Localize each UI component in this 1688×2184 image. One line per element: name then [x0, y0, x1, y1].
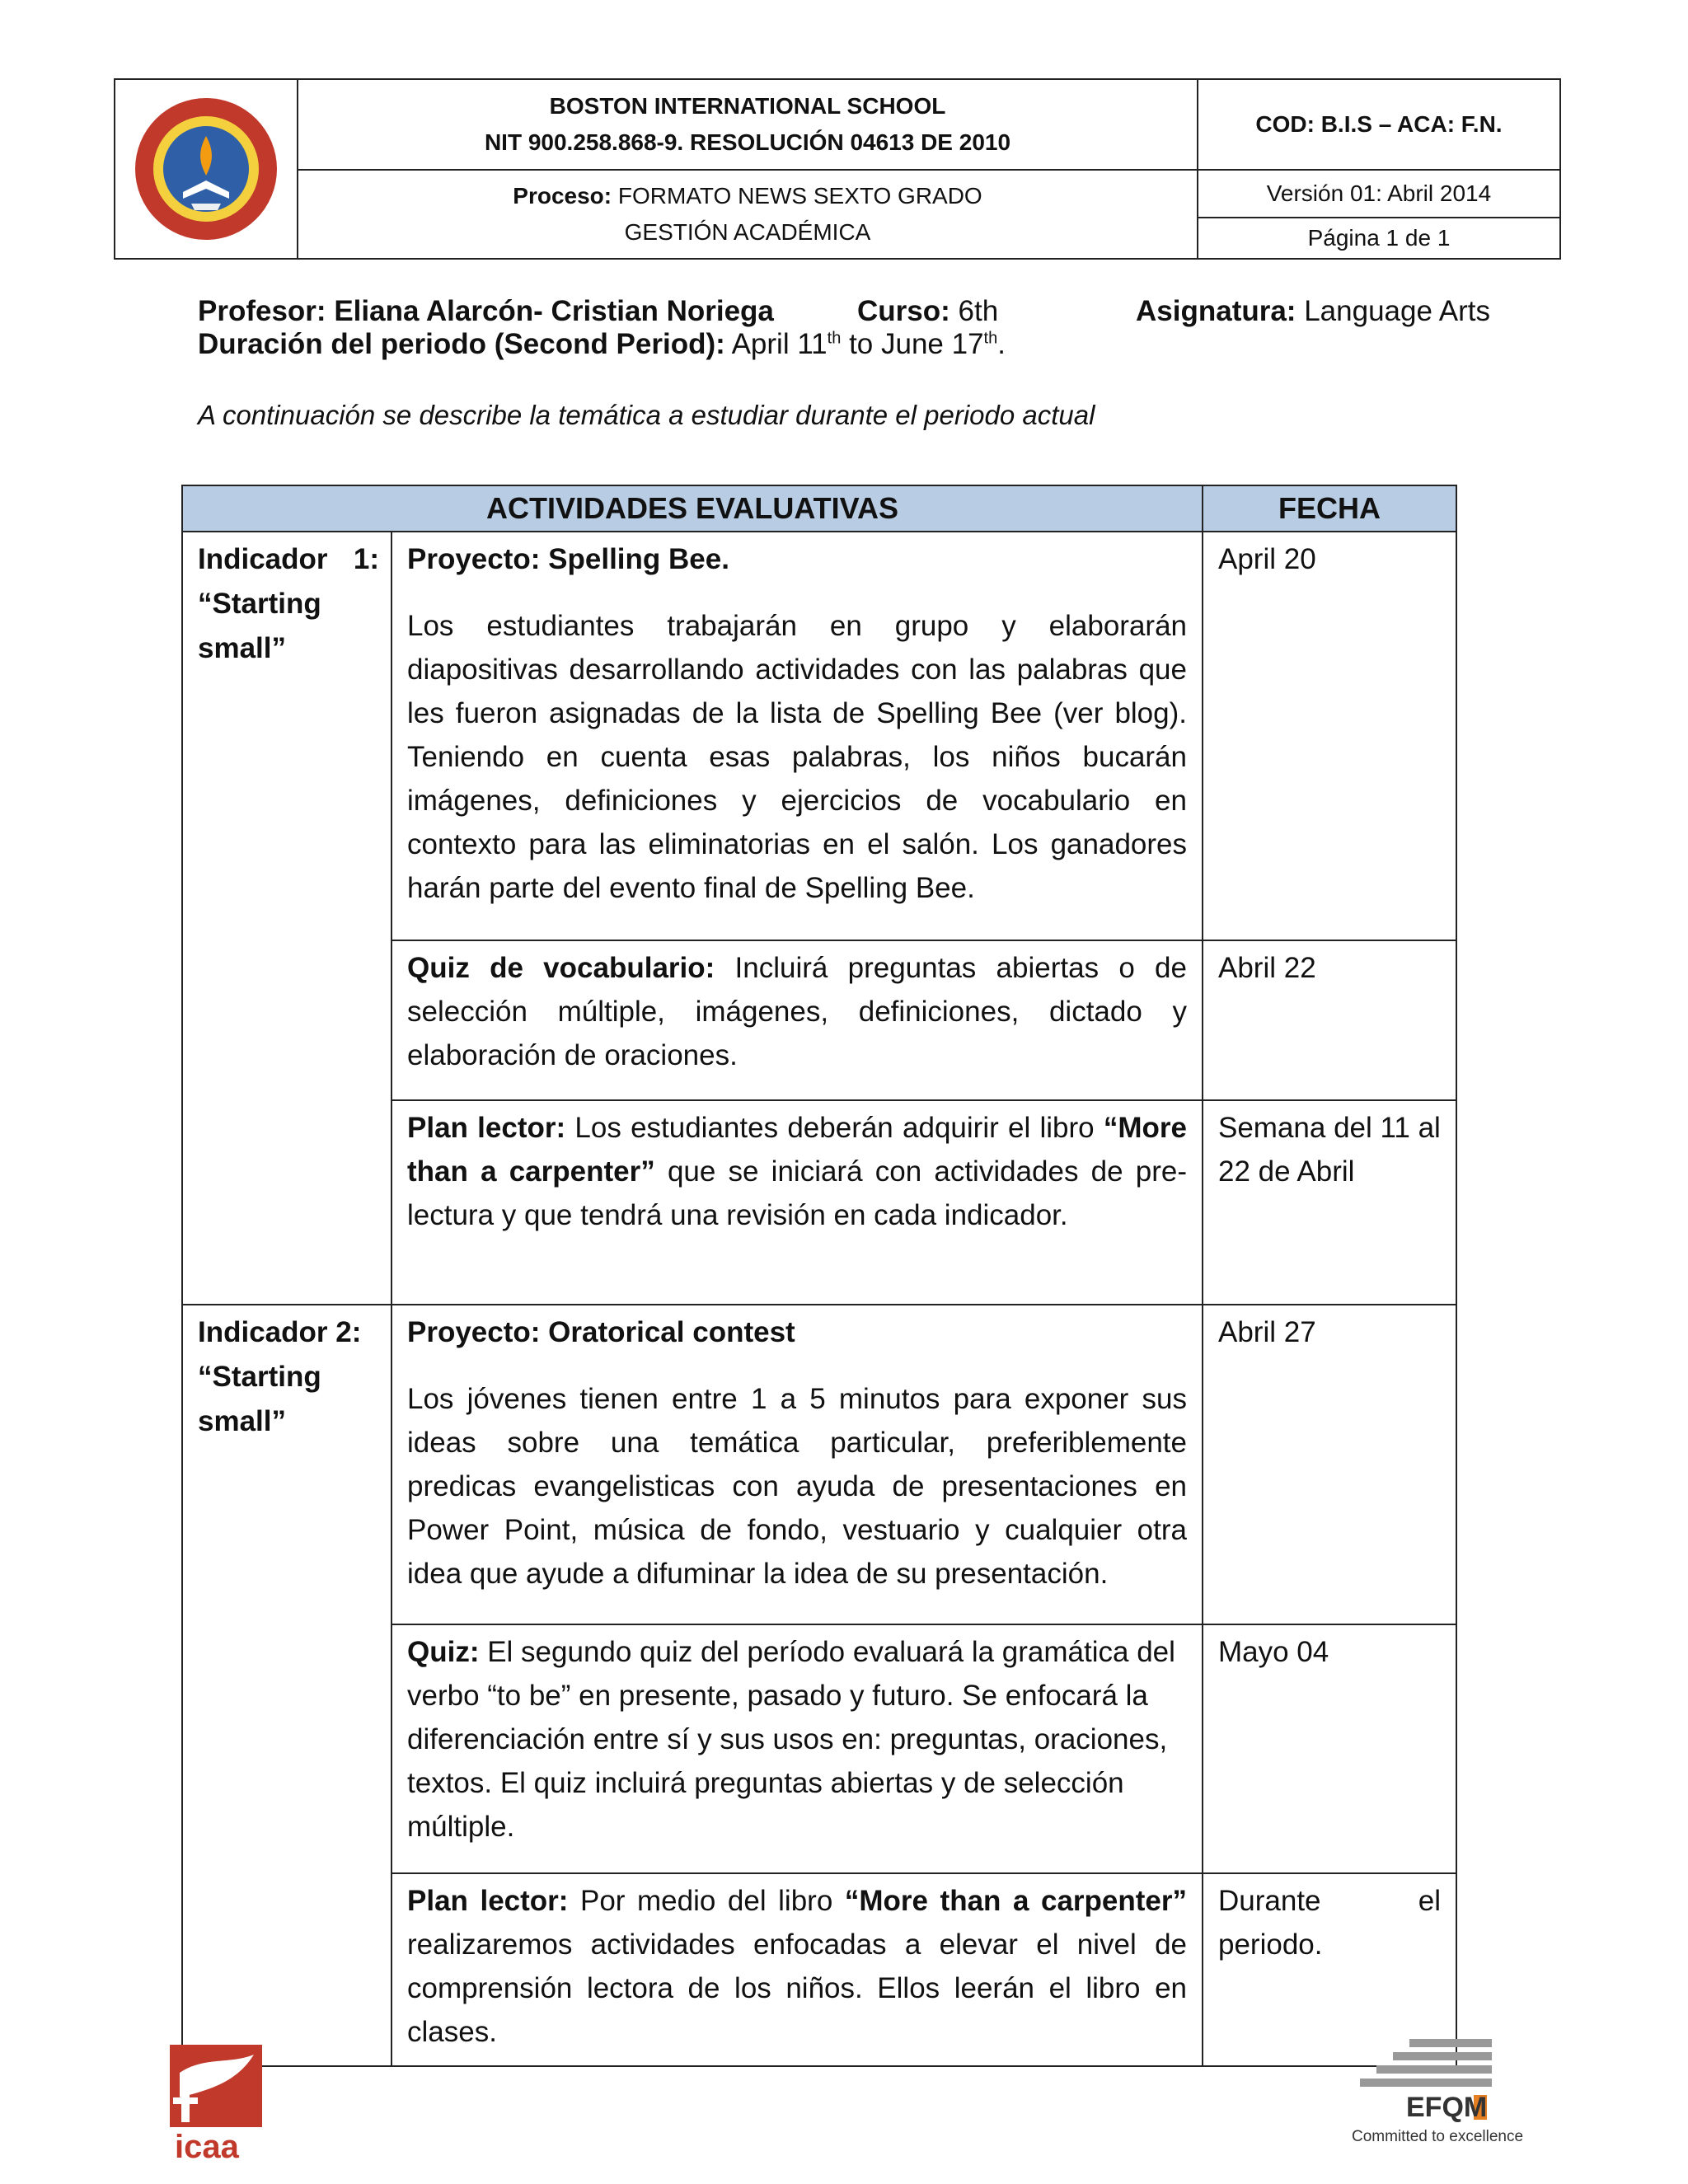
- table-row: [182, 532, 1456, 940]
- activity-title: Proyecto: Oratorical contest: [407, 1316, 795, 1348]
- document-version: Versión 01: Abril 2014: [1198, 171, 1559, 218]
- efqm-tagline: Committed to excellence: [1352, 2128, 1524, 2145]
- school-crest-logo: [132, 95, 280, 243]
- icaa-logo: [163, 2040, 270, 2180]
- activity-quiz-grammar: [392, 1624, 1203, 1873]
- activity-date: Abril 27: [1203, 1305, 1456, 1624]
- indicator-1-label: Indicador 1:: [198, 543, 379, 575]
- activity-date: Durante el periodo.: [1203, 1873, 1456, 2066]
- activity-date: Mayo 04: [1203, 1624, 1456, 1873]
- activity-oratorical-contest: [392, 1305, 1203, 1624]
- activity-label: Plan lector:: [407, 1885, 569, 1917]
- duracion-end: to June 17: [841, 328, 984, 360]
- document-header: [114, 78, 1561, 260]
- proceso-value: FORMATO NEWS SEXTO GRADO: [617, 183, 982, 209]
- activity-label: Quiz:: [407, 1636, 480, 1668]
- document-page: Página 1 de 1: [1307, 225, 1451, 251]
- activity-quiz-vocabulario: [392, 940, 1203, 1100]
- book-title: “More than a carpenter”: [407, 1112, 1187, 1188]
- efqm-logo: [1343, 2036, 1524, 2145]
- header-middle: [298, 80, 1198, 258]
- asignatura-line: [1136, 295, 1490, 328]
- book-title: “More than a carpenter”: [844, 1885, 1188, 1917]
- header-right: [1198, 80, 1559, 258]
- col-actividades: ACTIVIDADES EVALUATIVAS: [182, 485, 1203, 532]
- indicator-2-label: Indicador 2:: [198, 1316, 362, 1348]
- document-code: COD: B.I.S – ACA: F.N.: [1198, 80, 1559, 171]
- activity-date: Semana del 11 al 22 de Abril: [1203, 1100, 1456, 1305]
- indicator-2-cell: [182, 1305, 392, 2066]
- activity-label: Plan lector:: [407, 1112, 566, 1144]
- school-name: BOSTON INTERNATIONAL SCHOOL: [549, 93, 946, 119]
- proceso-line: [513, 178, 982, 214]
- intro-text: A continuación se describe la temática a estudiar durante el periodo actual: [198, 400, 1095, 430]
- activity-date: Abril 22: [1203, 940, 1456, 1100]
- duracion-line: [198, 328, 1006, 361]
- activity-description: Por medio del libro: [568, 1885, 845, 1917]
- activity-description-end: que se iniciará con actividades de pre-lectura y que tendrá una revisión en cada indicador.: [407, 1155, 1188, 1231]
- col-fecha: FECHA: [1203, 485, 1456, 532]
- activities-table: [181, 485, 1457, 2067]
- indicator-2-name: “Starting small”: [198, 1361, 321, 1437]
- profesor-value: Eliana Alarcón- Cristian Noriega: [334, 295, 774, 327]
- activity-description: Los estudiantes trabajarán en grupo y elaborarán diapositivas desarrollando actividades con las palabras que les fueron asignadas de la lista de Spelling Bee (ver blog). Teniendo en cuenta esas palabras, los niños bucarán imágenes, definiciones y ejercicios de vocabulario en contexto para las eliminatorias en el salón. Los ganadores harán parte del evento final de Spelling Bee.: [407, 610, 1187, 904]
- asignatura-value: Language Arts: [1304, 295, 1490, 327]
- gestion-line: GESTIÓN ACADÉMICA: [624, 219, 871, 245]
- activity-description: Los estudiantes deberán adquirir el libro: [565, 1112, 1104, 1144]
- profesor-line: [198, 295, 774, 328]
- table-header-row: [182, 485, 1456, 532]
- duracion-label: Duración del periodo (Second Period):: [198, 328, 725, 360]
- duracion-sup-1: th: [827, 329, 842, 348]
- duracion-start: April 11: [731, 328, 828, 360]
- activity-description: Los jóvenes tienen entre 1 a 5 minutos para exponer sus ideas sobre una temática particular, preferiblemente predicas evangelisticas con ayuda de presentaciones en Power Point, música de fondo, vestuario y cualquier otra idea que ayude a difuminar la idea de su presentación.: [407, 1383, 1187, 1590]
- activity-date: April 20: [1203, 532, 1456, 940]
- activity-plan-lector-1: [392, 1100, 1203, 1305]
- asignatura-label: Asignatura:: [1136, 295, 1296, 327]
- duracion-period: .: [997, 328, 1006, 360]
- duracion-sup-2: th: [983, 329, 998, 348]
- activity-description: El segundo quiz del período evaluará la gramática del verbo “to be” en presente, pasado y futuro. Se enfocará la diferenciación entre sí y sus usos en: preguntas, oraciones, textos. El quiz incluirá preguntas abiertas y de selección múltiple.: [407, 1636, 1175, 1843]
- indicator-1-cell: [182, 532, 392, 1305]
- activity-plan-lector-2: [392, 1873, 1203, 2066]
- activity-description: Incluirá preguntas abiertas o de selección múltiple, imágenes, definiciones, dictado y elaboración de oraciones.: [407, 952, 1187, 1071]
- curso-line: [857, 295, 998, 328]
- school-logo-cell: [115, 80, 298, 258]
- profesor-label: Profesor:: [198, 295, 326, 327]
- efqm-label: EFQM: [1406, 2092, 1488, 2123]
- school-nit: NIT 900.258.868-9. RESOLUCIÓN 04613 DE 2010: [484, 129, 1011, 155]
- activity-spelling-bee: [392, 532, 1203, 940]
- activity-label: Quiz de vocabulario:: [407, 952, 715, 984]
- proceso-label: Proceso:: [513, 183, 612, 209]
- activity-description-end: realizaremos actividades enfocadas a elevar el nivel de comprensión lectora de los niños. Ellos leerán el libro en clases.: [407, 1929, 1187, 2048]
- curso-label: Curso:: [857, 295, 950, 327]
- activity-title: Proyecto: Spelling Bee.: [407, 543, 729, 575]
- icaa-label: icaa: [175, 2129, 239, 2165]
- table-row: [182, 1305, 1456, 1624]
- indicator-1-name: “Starting small”: [198, 588, 321, 664]
- curso-value: 6th: [958, 295, 999, 327]
